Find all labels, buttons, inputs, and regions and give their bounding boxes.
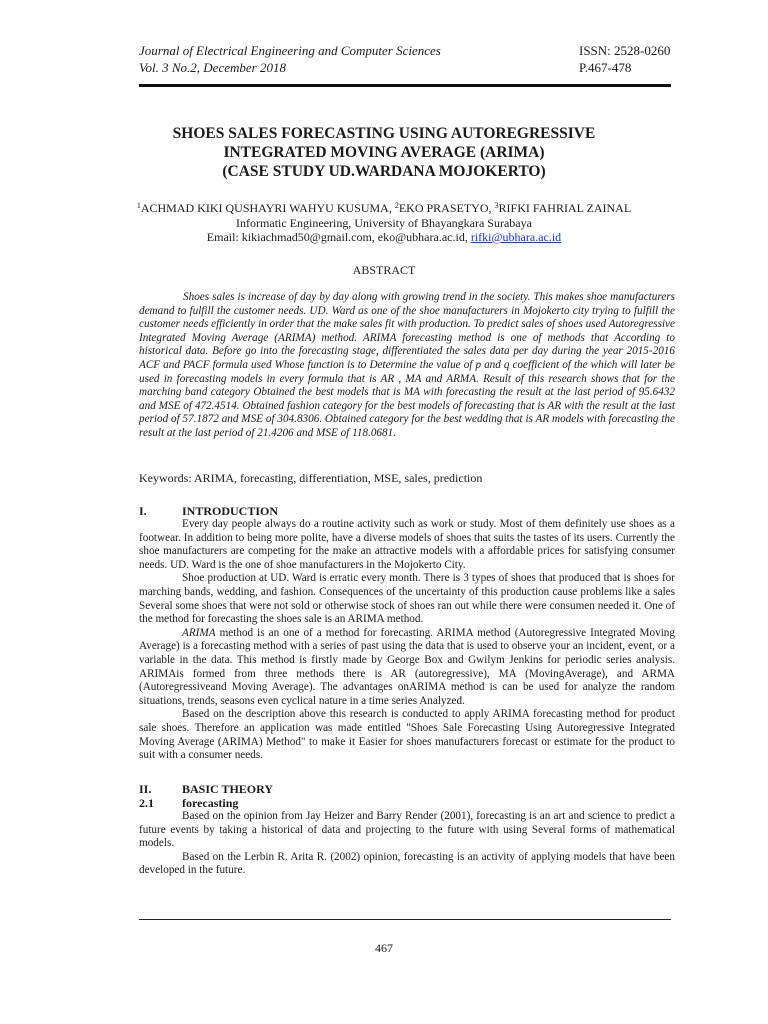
paper-title	[100, 124, 668, 181]
title-line-3: (CASE STUDY UD.WARDANA MOJOKERTO)	[222, 163, 546, 180]
subsection-number: 2.1	[139, 796, 154, 810]
journal-info	[139, 42, 441, 76]
paragraph: Every day people always do a routine activity such as work or study. Most of them definitely use shoes as a footwear. In addition to being more polite, have a diverse models of shoes that suits the tastes of its users. Currently the shoe manufacturers are competing for the make an attractive models with a affordable prices for satisfying consumer needs. UD. Ward is the one of shoe manufacturers in the Mojokerto City.	[139, 518, 675, 571]
arima-term: ARIMA	[182, 626, 216, 639]
subsection-heading-forecasting	[139, 796, 675, 810]
author-1: ACHMAD KIKI QUSHAYRI WAHYU KUSUMA,	[140, 201, 395, 215]
issn-block	[579, 42, 670, 76]
section-number: II.	[139, 782, 152, 796]
paragraph: Based on the description above this research is conducted to apply ARIMA forecasting method for product sale shoes. Therefore an application was made entitled "Shoes Sale Forecasting Using Autoregressive Integrated Moving Average (ARIMA) Method" to make it Easier for shoes manufacturers forecast or estimate for the product to suit with a consumer needs.	[139, 708, 675, 762]
author-sup-2: 2	[394, 201, 399, 210]
page-number: 467	[375, 941, 393, 955]
author-list	[80, 201, 688, 216]
paragraph	[139, 627, 675, 709]
journal-volume: Vol. 3 No.2, December 2018	[139, 60, 286, 75]
header-rule	[139, 84, 671, 87]
title-line-2: INTEGRATED MOVING AVERAGE (ARIMA)	[223, 144, 545, 161]
paragraph: Based on the Lerbin R. Arita R. (2002) opinion, forecasting is an activity of applying models that have been developed in the future.	[139, 850, 675, 877]
section-heading-introduction	[139, 504, 675, 518]
section-number: I.	[139, 504, 147, 518]
author-3: RIFKI FAHRIAL ZAINAL	[498, 201, 632, 215]
email-link[interactable]: rifki@ubhara.ac.id	[470, 230, 562, 244]
subsection-title: forecasting	[182, 796, 239, 810]
issn: ISSN: 2528-0260	[579, 43, 671, 58]
abstract-text: Shoes sales is increase of day by day along with growing trend in the society. This makes shoe manufacturers demand to fulfill the customer needs. UD. Ward as one of the shoe manufacturers in Mojokerto city trying to fulfill the customer needs efficiently in order that the make sales fit with production. To predict sales of shoes used Autoregressive Integrated Moving Average (ARIMA) method. ARIMA forecasting method is one of methods that According to historical data. Before go into the forecasting stage, differentiated the sales data per day during the year 2015-2016 ACF and PACF formula used Whose function is to Determine the value of p and q coefficient of the which will later be used in forecasting models in every formula that is AR , MA and ARMA. Result of this research shows that for the marching band category Obtained the best models that is MA with forecasting the result at the last period of 95.6432 and MSE of 472.4514. Obtained fashion category for the best models of forecasting that is AR with the result at the last period of 57.1872 and MSE of 304.8306. Obtained category for the best wedding that is AR models with forecasting the result at the last period of 21.4206 and MSE of 118.0681.	[139, 291, 675, 439]
introduction-body	[139, 518, 675, 763]
keywords: Keywords: ARIMA, forecasting, differentiation, MSE, sales, prediction	[139, 471, 483, 485]
journal-name: Journal of Electrical Engineering and Computer Sciences	[139, 43, 441, 58]
abstract-heading: ABSTRACT	[352, 263, 416, 277]
title-line-1: SHOES SALES FORECASTING USING AUTOREGRESSIVE	[172, 125, 596, 142]
email-list: Email: kikiachmad50@gmail.com, eko@ubhara.ac.id,	[206, 230, 471, 244]
page-header	[139, 42, 671, 82]
paragraph: Based on the opinion from Jay Heizer and Barry Render (2001), forecasting is an art and science to predict a future events by taking a historical of data and projecting to the future with using Several forms of mathematical models.	[139, 810, 675, 850]
page-range: P.467-478	[579, 60, 632, 75]
footer-rule	[139, 919, 671, 920]
author-block	[80, 201, 688, 245]
paragraph: Shoe production at UD. Ward is erratic every month. There is 3 types of shoes that produced that is shoes for marching bands, wedding, and fashion. Consequences of the uncertainty of this production cause problems like a sales Several some shoes that were not sold or otherwise stock of shoes ran out while there were consumen needed it. One of the method for forecasting the shoes sale is an ARIMA method.	[139, 572, 675, 626]
affiliation: Informatic Engineering, University of Bhayangkara Surabaya	[236, 215, 532, 230]
author-sup-3: 3	[494, 201, 499, 210]
paragraph-text: method is an one of a method for forecasting. ARIMA method (Autoregressive Integrated Moving Average) is a forecasting method with a series of past using the data that is used to observe your an incident, event, or a variable in the data. This method is firstly made by George Box and Gwilym Jenkins for periodic series analysis. ARIMAis formed from three methods there is AR (autoregressive), MA (MovingAverage), and ARMA (Autoregressiveand Moving Average). The advantages onARIMA method is can be used for analyze the random situations, trends, seasons even cyclical nature in a time series Analyzed.	[139, 626, 675, 707]
section-title: BASIC THEORY	[182, 782, 274, 796]
basic-theory-body	[139, 810, 675, 878]
section-title: INTRODUCTION	[182, 504, 279, 518]
author-2: EKO PRASETYO,	[398, 201, 495, 215]
section-heading-basic-theory	[139, 782, 675, 796]
author-sup-1: 1	[136, 201, 141, 210]
email-line	[80, 230, 688, 245]
